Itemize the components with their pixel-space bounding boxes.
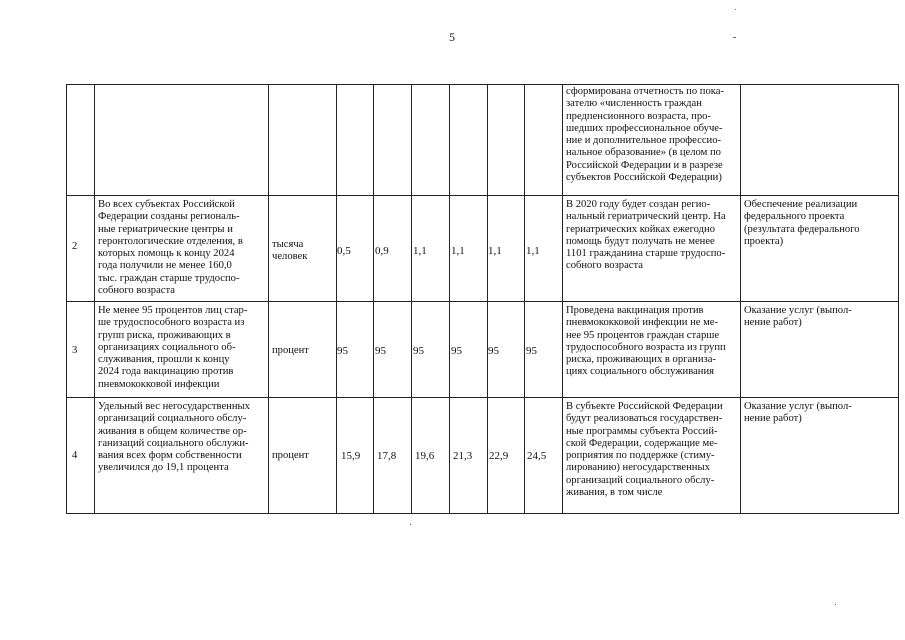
- col-divider: [524, 85, 525, 513]
- row-divider: [67, 195, 898, 196]
- col-divider: [94, 85, 95, 513]
- value-cell: 0,5: [337, 245, 351, 257]
- value-cell: 95: [451, 345, 462, 357]
- col-divider: [373, 85, 374, 513]
- row-divider: [67, 397, 898, 398]
- value-cell: 19,6: [415, 450, 435, 462]
- result-cell: В субъекте Российской Федерации будут реализоваться государствен- ные программы субъекта Россий- ской Федерации, содержащие ме- роприятия по поддержке (стиму- лированию) негосударственных организаций социального обслу- живания, в том числе: [566, 401, 723, 499]
- col-divider: [487, 85, 488, 513]
- type-cell: Обеспечение реализации федерального проекта (результата федерального проекта): [744, 199, 860, 247]
- value-cell: 17,8: [377, 450, 397, 462]
- scan-speck: [733, 37, 736, 38]
- result-cell: В 2020 году будет создан регио- нальный гериатрический центр. На гериатрических койках ежегодно помощь будут получать не менее 1101 гражданина старше трудоспо- собного возраста: [566, 199, 726, 272]
- task-cell: Во всех субъектах Российской Федерации созданы региональ- ные гериатрические центры и геронтологические отделения, в которых помощь к концу 2024 года получили не менее 160,0 тыс. граждан старше трудоспо- собного возраста: [98, 199, 243, 297]
- value-cell: 0,9: [375, 245, 389, 257]
- col-divider: [336, 85, 337, 513]
- value-cell: 15,9: [341, 450, 361, 462]
- scan-speck: [410, 524, 411, 525]
- col-divider: [562, 85, 563, 513]
- col-divider: [411, 85, 412, 513]
- value-cell: 1,1: [451, 245, 465, 257]
- unit-cell: тысяча человек: [272, 239, 308, 263]
- value-cell: 22,9: [489, 450, 509, 462]
- col-divider: [449, 85, 450, 513]
- scan-speck: [735, 9, 736, 10]
- task-cell: Удельный вес негосударственных организаций социального обслу- живания в общем количестве ор- ганизаций социального обслужи- вания всех форм собственности увеличился до 19,1 процента: [98, 401, 250, 474]
- value-cell: 95: [526, 345, 537, 357]
- task-cell: Не менее 95 процентов лиц стар- ше трудоспособного возраста из групп риска, проживающих в организациях социального об- служивания, прошли к концу 2024 года вакцинацию против пневмококковой инфекции: [98, 305, 248, 390]
- col-divider: [268, 85, 269, 513]
- value-cell: 95: [413, 345, 424, 357]
- value-cell: 21,3: [453, 450, 473, 462]
- value-cell: 1,1: [488, 245, 502, 257]
- row-number: 3: [72, 345, 78, 356]
- result-cell: Проведена вакцинация против пневмококковой инфекции не ме- нее 95 процентов граждан старше трудоспособного возраста из групп риска, проживающих в организа- циях социального обслуживания: [566, 305, 726, 378]
- value-cell: 95: [337, 345, 348, 357]
- value-cell: 1,1: [413, 245, 427, 257]
- value-cell: 95: [488, 345, 499, 357]
- page-number: 5: [449, 30, 455, 44]
- scan-speck: [835, 604, 836, 605]
- value-cell: 95: [375, 345, 386, 357]
- col-divider: [740, 85, 741, 513]
- results-table: [66, 84, 899, 514]
- row-divider: [67, 301, 898, 302]
- type-cell: Оказание услуг (выпол- нение работ): [744, 401, 852, 425]
- type-cell: Оказание услуг (выпол- нение работ): [744, 305, 852, 329]
- unit-cell: процент: [272, 345, 309, 356]
- row-number: 4: [72, 450, 78, 461]
- row-number: 2: [72, 241, 78, 252]
- value-cell: 24,5: [527, 450, 547, 462]
- value-cell: 1,1: [526, 245, 540, 257]
- unit-cell: процент: [272, 450, 309, 461]
- result-cell: сформирована отчетность по пока- зателю «численность граждан предпенсионного возраста, про- шедших профессиональное обуче- ние и дополнительное профессио- нальное образование» (в целом по Российской Федерации и в разрезе субъектов Российской Федерации): [566, 86, 724, 184]
